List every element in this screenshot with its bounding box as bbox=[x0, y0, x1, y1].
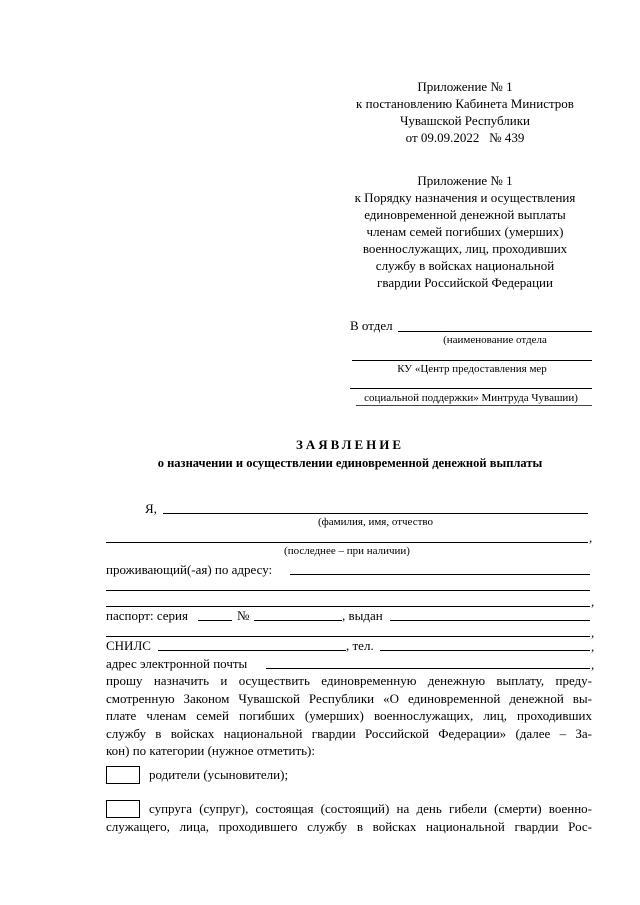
appendix-1-republic: Чувашской Республики bbox=[399, 113, 531, 128]
appendix-2-block bbox=[330, 172, 600, 291]
appendix-2-line: гвардии Российской Федерации bbox=[377, 275, 553, 290]
org-field[interactable] bbox=[350, 388, 592, 389]
request-line: смотренную Законом Чувашской Республики «О единовременной денежной вы- bbox=[106, 690, 592, 706]
address-field[interactable] bbox=[290, 574, 590, 575]
patronymic-hint: (последнее – при наличии) bbox=[284, 545, 410, 557]
passport-series-field[interactable] bbox=[198, 620, 232, 621]
department-name-hint: (наименование отдела bbox=[443, 334, 547, 346]
org-line-1: КУ «Центр предоставления мер bbox=[397, 363, 547, 375]
request-paragraph bbox=[106, 672, 592, 760]
snils-field[interactable] bbox=[158, 650, 346, 651]
to-department-label: В отдел bbox=[350, 318, 393, 333]
passport-number-field[interactable] bbox=[254, 620, 342, 621]
parents-option-label: родители (усыновители); bbox=[149, 767, 289, 782]
comma: , bbox=[589, 530, 593, 545]
issued-label: , выдан bbox=[342, 608, 383, 623]
full-name-hint: (фамилия, имя, отчество bbox=[317, 516, 434, 528]
appendix-1-block bbox=[330, 78, 600, 146]
appendix-2-line: единовременной денежной выплаты bbox=[364, 207, 566, 222]
full-name-field[interactable] bbox=[163, 513, 588, 514]
appendix-2-line: военнослужащих, лиц, проходивших bbox=[362, 241, 568, 256]
address-field-2[interactable] bbox=[106, 590, 590, 591]
passport-series-label: паспорт: серия bbox=[106, 608, 188, 623]
comma: , bbox=[591, 594, 595, 609]
spouse-line: служащего, лица, проходившего службу в войсках национальной гвардии Рос- bbox=[106, 819, 592, 834]
department-name-field[interactable] bbox=[398, 331, 592, 332]
department-name-field-2[interactable] bbox=[352, 360, 592, 361]
appendix-1-title: Приложение № 1 bbox=[417, 79, 513, 94]
phone-field[interactable] bbox=[380, 650, 590, 651]
appendix-2-line: к Порядку назначения и осуществления bbox=[354, 190, 576, 205]
spouse-option-label bbox=[149, 800, 592, 818]
request-line: плате членам семей погибших (умерших) военнослужащих, лиц, проходивших bbox=[106, 708, 592, 723]
full-name-field-2[interactable] bbox=[106, 542, 588, 543]
appendix-2-line: службу в войсках национальной bbox=[375, 258, 555, 273]
comma: , bbox=[591, 639, 595, 654]
appendix-1-date: от 09.09.2022 № 439 bbox=[405, 130, 525, 145]
request-line: кон) по категории (нужное отметить): bbox=[106, 743, 316, 758]
spouse-option-continuation bbox=[106, 818, 592, 836]
spouse-line: супруга (супруг), состоящая (состоящий) на день гибели (смерти) военно- bbox=[149, 801, 592, 816]
org-line-2: социальной поддержки» Минтруда Чувашии) bbox=[364, 392, 578, 404]
appendix-2-line: членам семей погибших (умерших) bbox=[366, 224, 564, 239]
document-title: ЗАЯВЛЕНИЕ bbox=[295, 437, 405, 452]
i-label: Я, bbox=[145, 501, 157, 516]
email-field[interactable] bbox=[266, 668, 590, 669]
org-underline bbox=[356, 405, 592, 406]
appendix-2-title: Приложение № 1 bbox=[417, 173, 513, 188]
parents-checkbox[interactable] bbox=[106, 766, 140, 784]
request-line: службу в войсках национальной гвардии Российской Федерации» (далее – За- bbox=[106, 725, 592, 741]
phone-label: , тел. bbox=[346, 638, 374, 653]
comma: , bbox=[591, 625, 595, 640]
passport-issued-field[interactable] bbox=[390, 620, 590, 621]
comma: , bbox=[591, 657, 595, 672]
spouse-checkbox[interactable] bbox=[106, 800, 140, 818]
residing-label: проживающий(-ая) по адресу: bbox=[106, 562, 273, 577]
email-label: адрес электронной почты bbox=[106, 656, 248, 671]
appendix-1-ref: к постановлению Кабинета Министров bbox=[356, 96, 574, 111]
document-subtitle: о назначении и осуществлении единовременной денежной выплаты bbox=[157, 456, 543, 470]
snils-label: СНИЛС bbox=[106, 638, 151, 653]
passport-number-label: № bbox=[237, 608, 250, 623]
request-line: прошу назначить и осуществить единовременную денежную выплату, преду- bbox=[106, 673, 592, 688]
